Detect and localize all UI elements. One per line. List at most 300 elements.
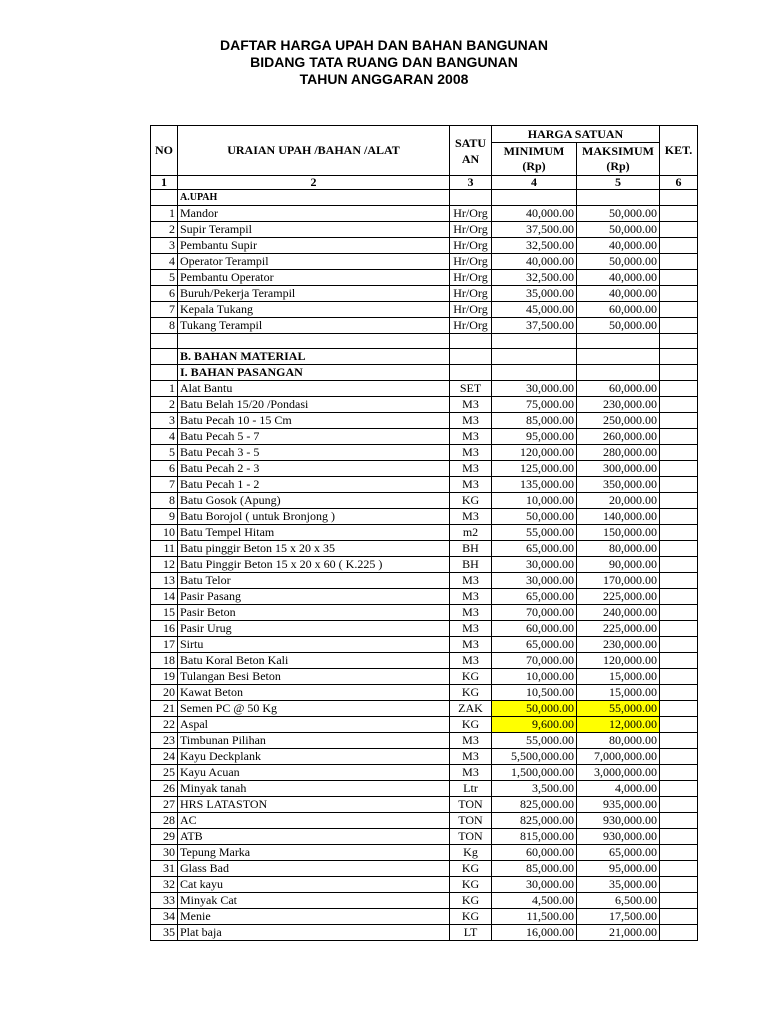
row-maksimum: 6,500.00 — [577, 893, 660, 909]
table-row — [151, 429, 698, 445]
row-satuan: BH — [450, 557, 492, 573]
section-upah — [151, 190, 698, 206]
row-minimum: 75,000.00 — [492, 397, 577, 413]
row-description: Glass Bad — [178, 861, 450, 877]
col-number-2: 2 — [178, 176, 450, 190]
row-maksimum: 225,000.00 — [577, 589, 660, 605]
row-maksimum: 40,000.00 — [577, 238, 660, 254]
row-ket — [660, 525, 698, 541]
section-bahan-pasangan — [151, 365, 698, 381]
row-no: 29 — [151, 829, 178, 845]
row-ket — [660, 621, 698, 637]
row-satuan: KG — [450, 893, 492, 909]
row-no: 22 — [151, 717, 178, 733]
row-maksimum: 65,000.00 — [577, 845, 660, 861]
row-ket — [660, 637, 698, 653]
row-no: 2 — [151, 222, 178, 238]
row-no: 23 — [151, 733, 178, 749]
row-no: 4 — [151, 429, 178, 445]
row-ket — [660, 286, 698, 302]
row-minimum: 50,000.00 — [492, 701, 577, 717]
row-no: 3 — [151, 413, 178, 429]
doc-title-line-3: TAHUN ANGGARAN 2008 — [299, 71, 469, 87]
section-empty-cell — [660, 365, 698, 381]
row-ket — [660, 397, 698, 413]
header-satuan — [450, 126, 492, 176]
row-no: 4 — [151, 254, 178, 270]
section-empty-cell — [492, 349, 577, 365]
row-minimum: 40,000.00 — [492, 254, 577, 270]
row-description: Pembantu Operator — [178, 270, 450, 286]
table-row — [151, 685, 698, 701]
header-maksimum-label: MAKSIMUM — [582, 144, 654, 158]
row-description: Batu Belah 15/20 /Pondasi — [178, 397, 450, 413]
row-description: Kayu Acuan — [178, 765, 450, 781]
spacer-cell — [492, 334, 577, 349]
row-ket — [660, 685, 698, 701]
section-empty-cell — [450, 349, 492, 365]
row-no: 7 — [151, 477, 178, 493]
table-row — [151, 765, 698, 781]
table-row — [151, 461, 698, 477]
row-maksimum: 40,000.00 — [577, 270, 660, 286]
row-minimum: 825,000.00 — [492, 813, 577, 829]
table-row — [151, 270, 698, 286]
table-row — [151, 525, 698, 541]
row-maksimum: 15,000.00 — [577, 669, 660, 685]
row-ket — [660, 589, 698, 605]
row-ket — [660, 206, 698, 222]
row-maksimum: 17,500.00 — [577, 909, 660, 925]
row-ket — [660, 765, 698, 781]
row-maksimum: 50,000.00 — [577, 318, 660, 334]
header-no: NO — [151, 126, 178, 176]
section-no-cell — [151, 349, 178, 365]
row-description: Batu Pecah 2 - 3 — [178, 461, 450, 477]
row-no: 6 — [151, 461, 178, 477]
row-no: 1 — [151, 206, 178, 222]
row-ket — [660, 781, 698, 797]
header-satuan-1: SATU — [454, 135, 487, 150]
row-description: Mandor — [178, 206, 450, 222]
row-no: 34 — [151, 909, 178, 925]
row-description: Tulangan Besi Beton — [178, 669, 450, 685]
section-empty-cell — [577, 365, 660, 381]
section-bahan-material — [151, 349, 698, 365]
section-empty-cell — [450, 365, 492, 381]
column-number-row — [151, 176, 698, 190]
row-minimum: 60,000.00 — [492, 845, 577, 861]
row-description: Tepung Marka — [178, 845, 450, 861]
header-satuan-2: AN — [461, 151, 480, 166]
row-maksimum: 95,000.00 — [577, 861, 660, 877]
row-minimum: 37,500.00 — [492, 318, 577, 334]
spacer-cell — [577, 334, 660, 349]
row-description: Batu Pecah 10 - 15 Cm — [178, 413, 450, 429]
row-minimum: 10,000.00 — [492, 669, 577, 685]
table-row — [151, 669, 698, 685]
row-no: 5 — [151, 445, 178, 461]
row-satuan: KG — [450, 493, 492, 509]
section-bahan-material-label: B. BAHAN MATERIAL — [178, 349, 450, 365]
row-no: 2 — [151, 397, 178, 413]
row-no: 31 — [151, 861, 178, 877]
header-minimum-rp: (Rp) — [522, 159, 546, 173]
row-ket — [660, 477, 698, 493]
table-row — [151, 749, 698, 765]
row-no: 14 — [151, 589, 178, 605]
section-empty-cell — [660, 190, 698, 206]
row-description: Kawat Beton — [178, 685, 450, 701]
row-maksimum: 35,000.00 — [577, 877, 660, 893]
row-maksimum: 170,000.00 — [577, 573, 660, 589]
header-harga-satuan: HARGA SATUAN — [492, 126, 660, 143]
table-row — [151, 877, 698, 893]
row-no: 19 — [151, 669, 178, 685]
row-satuan: M3 — [450, 573, 492, 589]
table-row — [151, 445, 698, 461]
row-no: 7 — [151, 302, 178, 318]
row-satuan: M3 — [450, 477, 492, 493]
row-ket — [660, 270, 698, 286]
row-minimum: 37,500.00 — [492, 222, 577, 238]
spacer-cell — [151, 334, 178, 349]
row-ket — [660, 413, 698, 429]
table-row — [151, 717, 698, 733]
row-satuan: LT — [450, 925, 492, 941]
col-number-5: 5 — [577, 176, 660, 190]
table-row — [151, 573, 698, 589]
row-no: 11 — [151, 541, 178, 557]
row-minimum: 50,000.00 — [492, 509, 577, 525]
row-description: Operator Terampil — [178, 254, 450, 270]
row-maksimum: 50,000.00 — [577, 222, 660, 238]
row-minimum: 135,000.00 — [492, 477, 577, 493]
row-description: Batu Borojol ( untuk Bronjong ) — [178, 509, 450, 525]
row-satuan: M3 — [450, 605, 492, 621]
table-row — [151, 381, 698, 397]
table-row — [151, 909, 698, 925]
row-ket — [660, 461, 698, 477]
table-row — [151, 845, 698, 861]
row-ket — [660, 877, 698, 893]
row-no: 17 — [151, 637, 178, 653]
row-minimum: 85,000.00 — [492, 413, 577, 429]
row-maksimum: 60,000.00 — [577, 381, 660, 397]
row-description: Pasir Beton — [178, 605, 450, 621]
section-empty-cell — [577, 190, 660, 206]
row-maksimum: 930,000.00 — [577, 813, 660, 829]
row-maksimum: 930,000.00 — [577, 829, 660, 845]
table-row — [151, 589, 698, 605]
row-description: Semen PC @ 50 Kg — [178, 701, 450, 717]
row-satuan: KG — [450, 877, 492, 893]
table-row — [151, 829, 698, 845]
table-row — [151, 286, 698, 302]
section-no-cell — [151, 365, 178, 381]
row-description: Menie — [178, 909, 450, 925]
row-ket — [660, 302, 698, 318]
row-no: 20 — [151, 685, 178, 701]
row-satuan: Hr/Org — [450, 222, 492, 238]
row-satuan: M3 — [450, 653, 492, 669]
row-description: Aspal — [178, 717, 450, 733]
row-description: Batu Pecah 1 - 2 — [178, 477, 450, 493]
row-minimum: 95,000.00 — [492, 429, 577, 445]
row-maksimum: 230,000.00 — [577, 397, 660, 413]
row-no: 32 — [151, 877, 178, 893]
row-no: 21 — [151, 701, 178, 717]
doc-title-line-1: DAFTAR HARGA UPAH DAN BAHAN BANGUNAN — [220, 37, 548, 53]
row-description: Pasir Pasang — [178, 589, 450, 605]
table-row — [151, 733, 698, 749]
row-description: Tukang Terampil — [178, 318, 450, 334]
row-satuan: KG — [450, 861, 492, 877]
row-minimum: 65,000.00 — [492, 637, 577, 653]
section-empty-cell — [492, 190, 577, 206]
table-row — [151, 653, 698, 669]
row-no: 6 — [151, 286, 178, 302]
row-description: Kepala Tukang — [178, 302, 450, 318]
row-no: 18 — [151, 653, 178, 669]
row-no: 28 — [151, 813, 178, 829]
row-maksimum: 40,000.00 — [577, 286, 660, 302]
row-description: Batu pinggir Beton 15 x 20 x 35 — [178, 541, 450, 557]
row-maksimum: 90,000.00 — [577, 557, 660, 573]
row-no: 1 — [151, 381, 178, 397]
section-empty-cell — [450, 190, 492, 206]
row-maksimum: 225,000.00 — [577, 621, 660, 637]
row-minimum: 825,000.00 — [492, 797, 577, 813]
table-row — [151, 318, 698, 334]
row-description: Supir Terampil — [178, 222, 450, 238]
row-satuan: M3 — [450, 589, 492, 605]
row-ket — [660, 541, 698, 557]
row-satuan: M3 — [450, 765, 492, 781]
header-uraian: URAIAN UPAH /BAHAN /ALAT — [178, 126, 450, 176]
table-row — [151, 397, 698, 413]
row-ket — [660, 318, 698, 334]
row-maksimum: 20,000.00 — [577, 493, 660, 509]
row-description: Batu Telor — [178, 573, 450, 589]
row-maksimum: 240,000.00 — [577, 605, 660, 621]
table-row — [151, 493, 698, 509]
row-description: Alat Bantu — [178, 381, 450, 397]
table-row — [151, 637, 698, 653]
row-description: ATB — [178, 829, 450, 845]
row-ket — [660, 445, 698, 461]
row-ket — [660, 893, 698, 909]
row-satuan: Kg — [450, 845, 492, 861]
row-description: Plat baja — [178, 925, 450, 941]
row-maksimum: 50,000.00 — [577, 254, 660, 270]
header-ket: KET. — [660, 126, 698, 176]
section-empty-cell — [577, 349, 660, 365]
row-minimum: 125,000.00 — [492, 461, 577, 477]
row-satuan: KG — [450, 717, 492, 733]
col-number-6: 6 — [660, 176, 698, 190]
row-minimum: 65,000.00 — [492, 541, 577, 557]
row-minimum: 9,600.00 — [492, 717, 577, 733]
row-ket — [660, 605, 698, 621]
row-ket — [660, 509, 698, 525]
row-minimum: 32,500.00 — [492, 238, 577, 254]
row-satuan: Hr/Org — [450, 206, 492, 222]
row-ket — [660, 909, 698, 925]
row-description: Pasir Urug — [178, 621, 450, 637]
col-number-4: 4 — [492, 176, 577, 190]
row-ket — [660, 493, 698, 509]
table-row — [151, 541, 698, 557]
row-ket — [660, 381, 698, 397]
row-minimum: 120,000.00 — [492, 445, 577, 461]
row-satuan: Hr/Org — [450, 270, 492, 286]
table-row — [151, 781, 698, 797]
header-maksimum — [577, 143, 660, 176]
row-no: 25 — [151, 765, 178, 781]
row-no: 30 — [151, 845, 178, 861]
row-ket — [660, 925, 698, 941]
row-no: 8 — [151, 493, 178, 509]
row-ket — [660, 653, 698, 669]
row-description: HRS LATASTON — [178, 797, 450, 813]
row-satuan: M3 — [450, 637, 492, 653]
table-row — [151, 893, 698, 909]
table-row — [151, 925, 698, 941]
row-ket — [660, 238, 698, 254]
row-maksimum: 300,000.00 — [577, 461, 660, 477]
row-minimum: 60,000.00 — [492, 621, 577, 637]
row-maksimum: 80,000.00 — [577, 541, 660, 557]
row-ket — [660, 717, 698, 733]
row-satuan: KG — [450, 685, 492, 701]
row-minimum: 30,000.00 — [492, 573, 577, 589]
header-minimum-label: MINIMUM — [503, 144, 565, 158]
row-no: 9 — [151, 509, 178, 525]
table-row — [151, 254, 698, 270]
table-row — [151, 701, 698, 717]
row-minimum: 30,000.00 — [492, 557, 577, 573]
row-no: 15 — [151, 605, 178, 621]
row-maksimum: 140,000.00 — [577, 509, 660, 525]
row-no: 35 — [151, 925, 178, 941]
row-minimum: 55,000.00 — [492, 733, 577, 749]
table-row — [151, 206, 698, 222]
row-ket — [660, 813, 698, 829]
table-row — [151, 477, 698, 493]
row-ket — [660, 749, 698, 765]
section-bahan-pasangan-label: I. BAHAN PASANGAN — [178, 365, 450, 381]
row-description: Kayu Deckplank — [178, 749, 450, 765]
row-maksimum: 350,000.00 — [577, 477, 660, 493]
row-ket — [660, 254, 698, 270]
row-minimum: 70,000.00 — [492, 605, 577, 621]
row-minimum: 45,000.00 — [492, 302, 577, 318]
row-description: AC — [178, 813, 450, 829]
table-row — [151, 861, 698, 877]
row-minimum: 40,000.00 — [492, 206, 577, 222]
row-no: 3 — [151, 238, 178, 254]
price-table — [150, 125, 698, 941]
table-body — [151, 190, 698, 941]
row-satuan: M3 — [450, 621, 492, 637]
row-satuan: ZAK — [450, 701, 492, 717]
row-minimum: 35,000.00 — [492, 286, 577, 302]
table-row — [151, 813, 698, 829]
row-maksimum: 80,000.00 — [577, 733, 660, 749]
row-description: Sirtu — [178, 637, 450, 653]
row-maksimum: 260,000.00 — [577, 429, 660, 445]
row-no: 13 — [151, 573, 178, 589]
row-minimum: 65,000.00 — [492, 589, 577, 605]
row-minimum: 16,000.00 — [492, 925, 577, 941]
row-description: Batu Koral Beton Kali — [178, 653, 450, 669]
row-no: 33 — [151, 893, 178, 909]
row-satuan: Hr/Org — [450, 302, 492, 318]
table-row — [151, 797, 698, 813]
row-minimum: 5,500,000.00 — [492, 749, 577, 765]
header-maksimum-rp: (Rp) — [606, 159, 630, 173]
row-description: Batu Tempel Hitam — [178, 525, 450, 541]
row-ket — [660, 573, 698, 589]
section-upah-label: A.UPAH — [178, 190, 450, 206]
col-number-1: 1 — [151, 176, 178, 190]
row-ket — [660, 669, 698, 685]
row-minimum: 815,000.00 — [492, 829, 577, 845]
table-row — [151, 621, 698, 637]
table-header — [151, 126, 698, 190]
row-ket — [660, 845, 698, 861]
row-satuan: Hr/Org — [450, 286, 492, 302]
row-minimum: 70,000.00 — [492, 653, 577, 669]
spacer-cell — [660, 334, 698, 349]
spacer-cell — [178, 334, 450, 349]
row-maksimum: 15,000.00 — [577, 685, 660, 701]
row-description: Batu Pecah 3 - 5 — [178, 445, 450, 461]
table-row — [151, 302, 698, 318]
row-description: Cat kayu — [178, 877, 450, 893]
row-maksimum: 280,000.00 — [577, 445, 660, 461]
row-satuan: M3 — [450, 749, 492, 765]
spacer-row — [151, 334, 698, 349]
row-maksimum: 250,000.00 — [577, 413, 660, 429]
row-minimum: 32,500.00 — [492, 270, 577, 286]
row-description: Batu Pecah 5 - 7 — [178, 429, 450, 445]
row-maksimum: 935,000.00 — [577, 797, 660, 813]
row-satuan: BH — [450, 541, 492, 557]
row-ket — [660, 701, 698, 717]
row-ket — [660, 733, 698, 749]
row-no: 24 — [151, 749, 178, 765]
row-maksimum: 50,000.00 — [577, 206, 660, 222]
row-satuan: M3 — [450, 397, 492, 413]
row-satuan: TON — [450, 813, 492, 829]
row-satuan: M3 — [450, 461, 492, 477]
row-satuan: M3 — [450, 413, 492, 429]
row-minimum: 55,000.00 — [492, 525, 577, 541]
row-satuan: KG — [450, 669, 492, 685]
row-ket — [660, 861, 698, 877]
row-no: 12 — [151, 557, 178, 573]
table-row — [151, 222, 698, 238]
row-minimum: 10,500.00 — [492, 685, 577, 701]
doc-title-line-2: BIDANG TATA RUANG DAN BANGUNAN — [250, 54, 518, 70]
table-row — [151, 557, 698, 573]
row-minimum: 85,000.00 — [492, 861, 577, 877]
row-no: 26 — [151, 781, 178, 797]
row-minimum: 3,500.00 — [492, 781, 577, 797]
spacer-cell — [450, 334, 492, 349]
